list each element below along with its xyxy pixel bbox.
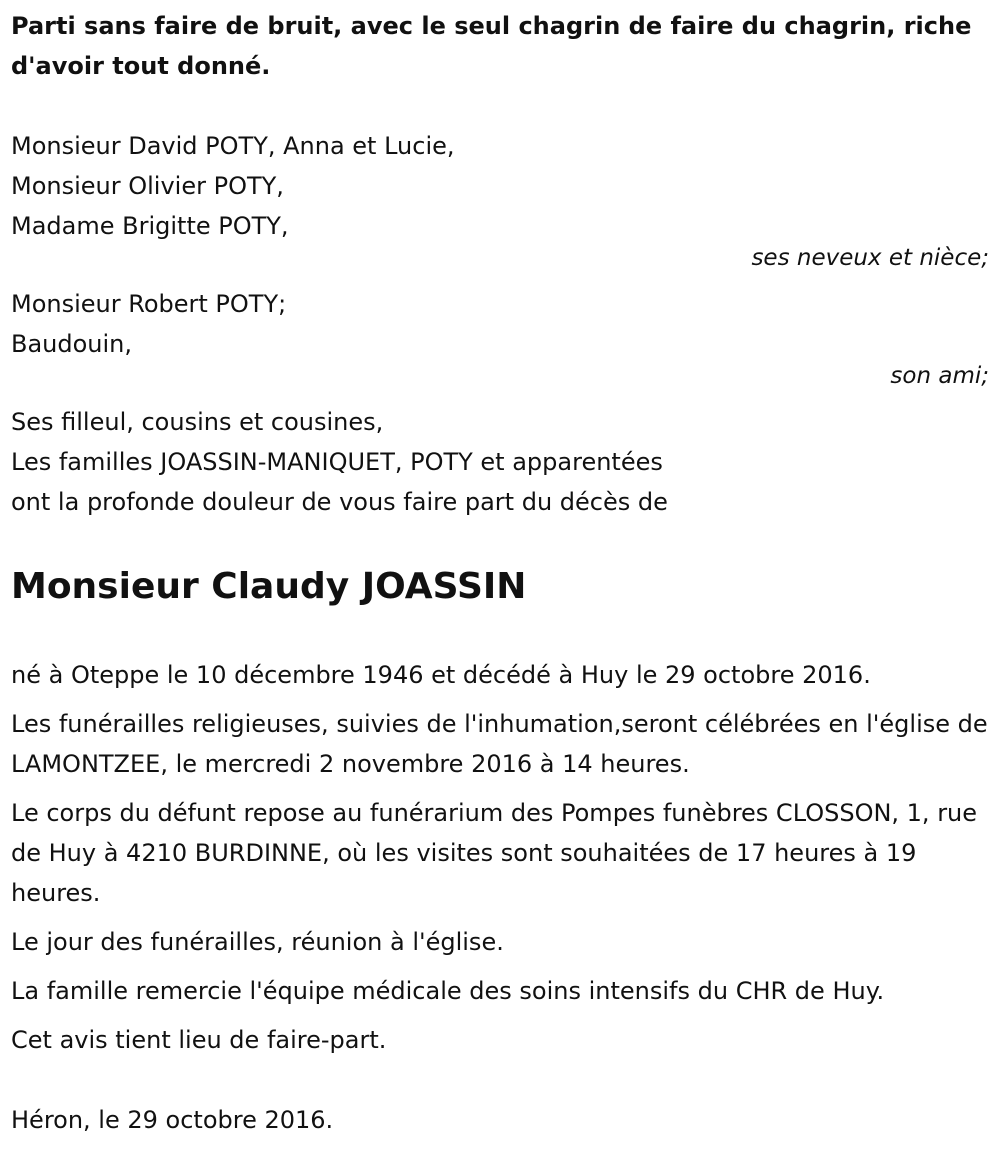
family-group-friend [11, 284, 991, 388]
family-line: Madame Brigitte POTY, [11, 212, 289, 240]
spacer [11, 86, 991, 126]
detail-paragraph: né à Oteppe le 10 décembre 1946 et décédé à Huy le 29 octobre 2016. [11, 661, 871, 689]
funeral-details [11, 655, 991, 1060]
announcement-text: ont la profonde douleur de vous faire part du décès de [11, 488, 668, 516]
family-line: Monsieur David POTY, Anna et Lucie, [11, 132, 455, 160]
family-line: Les familles JOASSIN-MANIQUET, POTY et apparentées [11, 448, 663, 476]
family-group-extended [11, 402, 991, 482]
deceased-name: Monsieur Claudy JOASSIN [11, 566, 527, 607]
detail-paragraph: Le jour des funérailles, réunion à l'église. [11, 928, 504, 956]
family-line: Ses filleul, cousins et cousines, [11, 408, 384, 436]
family-group-nephews [11, 126, 991, 270]
detail-paragraph: Le corps du défunt repose au funérarium des Pompes funèbres CLOSSON, 1, rue de Huy à 4210 BURDINNE, où les visites sont souhaitées de 17 heures à 19 heures. [11, 799, 978, 907]
detail-paragraph: Cet avis tient lieu de faire-part. [11, 1026, 387, 1054]
relation-label-friend: son ami; [890, 363, 989, 389]
relation-label-nephews: ses neveux et nièce; [751, 245, 989, 271]
opening-quote: Parti sans faire de bruit, avec le seul chagrin de faire du chagrin, riche d'avoir tout donné. [11, 12, 972, 80]
family-line: Monsieur Olivier POTY, [11, 172, 284, 200]
closing-place-date: Héron, le 29 octobre 2016. [11, 1106, 334, 1134]
detail-paragraph: Les funérailles religieuses, suivies de l'inhumation,seront célébrées en l'église de LAMONTZEE, le mercredi 2 novembre 2016 à 14 heures. [11, 710, 988, 778]
family-line: Monsieur Robert POTY; [11, 290, 287, 318]
family-line: Baudouin, [11, 330, 133, 358]
detail-paragraph: La famille remercie l'équipe médicale des soins intensifs du CHR de Huy. [11, 977, 885, 1005]
